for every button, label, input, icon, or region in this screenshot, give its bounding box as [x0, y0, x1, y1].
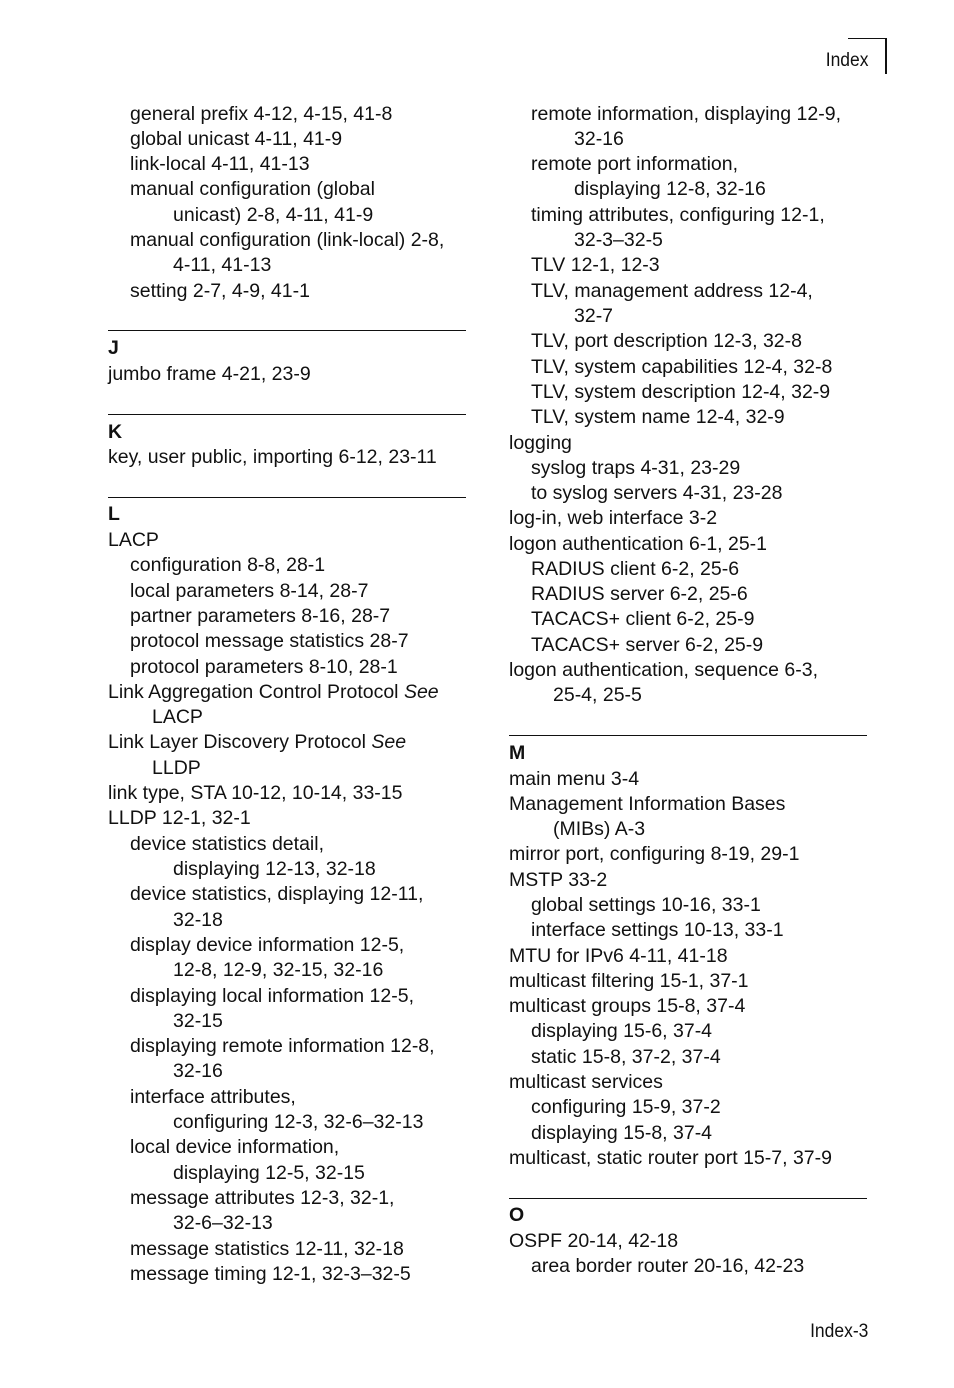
index-entry: TLV, port description 12-3, 32-8 — [531, 330, 802, 352]
index-entry: OSPF 20-14, 42-18 — [509, 1230, 679, 1252]
index-entry: MTU for IPv6 4-11, 41-18 — [509, 945, 728, 967]
section-rule — [108, 497, 466, 498]
index-entry — [108, 680, 439, 705]
index-entry: displaying remote information 12-8, — [130, 1035, 435, 1057]
index-entry: 4-11, 41-13 — [173, 254, 272, 276]
entry-text: Link Aggregation Control Protocol — [108, 681, 404, 703]
index-entry: multicast, static router port 15-7, 37-9 — [509, 1147, 832, 1169]
index-entry: displaying 12-8, 32-16 — [574, 178, 766, 200]
index-entry: displaying 15-6, 37-4 — [531, 1020, 713, 1042]
index-entry: TACACS+ server 6-2, 25-9 — [531, 634, 764, 656]
index-entry: interface attributes, — [130, 1086, 296, 1108]
index-entry: static 15-8, 37-2, 37-4 — [531, 1046, 721, 1068]
index-entry: protocol message statistics 28-7 — [130, 630, 409, 652]
index-entry: manual configuration (global — [130, 178, 375, 200]
page-number: Index-3 — [809, 1321, 868, 1342]
header-vertical-rule — [885, 38, 887, 74]
index-entry: 32-6–32-13 — [173, 1212, 273, 1234]
index-entry: logon authentication, sequence 6-3, — [509, 659, 818, 681]
index-entry: setting 2-7, 4-9, 41-1 — [130, 280, 310, 302]
index-entry: configuring 12-3, 32-6–32-13 — [173, 1111, 424, 1133]
see-reference: See — [371, 731, 407, 753]
index-entry: Management Information Bases — [509, 793, 786, 815]
index-entry: RADIUS client 6-2, 25-6 — [531, 558, 740, 580]
section-letter: K — [108, 421, 123, 443]
index-entry: global settings 10-16, 33-1 — [531, 894, 761, 916]
index-entry: 25-4, 25-5 — [553, 684, 642, 706]
header-horizontal-rule — [848, 38, 887, 39]
entry-text: Link Layer Discovery Protocol — [108, 731, 372, 753]
index-entry: partner parameters 8-16, 28-7 — [130, 605, 391, 627]
index-entry: general prefix 4-12, 4-15, 41-8 — [130, 103, 393, 125]
section-rule — [509, 735, 867, 736]
index-entry: local device information, — [130, 1136, 340, 1158]
index-entry: LLDP 12-1, 32-1 — [108, 807, 251, 829]
see-reference: See — [403, 681, 439, 703]
index-entry: 32-18 — [173, 909, 223, 931]
index-entry: display device information 12-5, — [130, 934, 405, 956]
index-entry: device statistics, displaying 12-11, — [130, 883, 424, 905]
index-entry: global unicast 4-11, 41-9 — [130, 128, 343, 150]
index-entry: to syslog servers 4-31, 23-28 — [531, 482, 783, 504]
index-entry: displaying 12-5, 32-15 — [173, 1162, 365, 1184]
index-entry: TLV, system capabilities 12-4, 32-8 — [531, 356, 833, 378]
index-entry: main menu 3-4 — [509, 768, 640, 790]
index-entry: displaying 12-13, 32-18 — [173, 858, 376, 880]
index-entry: TLV, system name 12-4, 32-9 — [531, 406, 785, 428]
index-entry: RADIUS server 6-2, 25-6 — [531, 583, 748, 605]
section-letter: L — [108, 503, 120, 525]
section-letter: J — [108, 337, 119, 359]
index-entry: 12-8, 12-9, 32-15, 32-16 — [173, 959, 384, 981]
index-entry: device statistics detail, — [130, 833, 325, 855]
index-entry: LACP — [108, 529, 159, 551]
section-rule — [108, 414, 466, 415]
section-letter: O — [509, 1204, 525, 1226]
index-entry: 32-16 — [173, 1060, 223, 1082]
index-entry: TLV 12-1, 12-3 — [531, 254, 660, 276]
index-entry: timing attributes, configuring 12-1, — [531, 204, 825, 226]
index-entry: displaying local information 12-5, — [130, 985, 414, 1007]
index-entry: 32-7 — [574, 305, 614, 327]
index-entry: TLV, management address 12-4, — [531, 280, 813, 302]
index-entry: manual configuration (link-local) 2-8, — [130, 229, 445, 251]
index-entry: unicast) 2-8, 4-11, 41-9 — [173, 204, 374, 226]
section-rule — [509, 1198, 867, 1199]
index-entry: LACP — [152, 706, 203, 728]
index-entry: configuring 15-9, 37-2 — [531, 1096, 721, 1118]
section-letter: M — [509, 742, 526, 764]
index-entry: message statistics 12-11, 32-18 — [130, 1238, 404, 1260]
section-rule — [108, 330, 466, 331]
index-entry: TLV, system description 12-4, 32-9 — [531, 381, 831, 403]
index-entry: local parameters 8-14, 28-7 — [130, 580, 369, 602]
index-entry: message timing 12-1, 32-3–32-5 — [130, 1263, 411, 1285]
index-entry: message attributes 12-3, 32-1, — [130, 1187, 395, 1209]
index-entry: multicast filtering 15-1, 37-1 — [509, 970, 749, 992]
index-entry: link-local 4-11, 41-13 — [130, 153, 310, 175]
index-entry: mirror port, configuring 8-19, 29-1 — [509, 843, 800, 865]
running-header: Index — [825, 50, 868, 71]
index-entry: remote port information, — [531, 153, 739, 175]
index-entry: 32-3–32-5 — [574, 229, 663, 251]
index-entry: protocol parameters 8-10, 28-1 — [130, 656, 398, 678]
index-entry: displaying 15-8, 37-4 — [531, 1122, 713, 1144]
index-entry: logon authentication 6-1, 25-1 — [509, 533, 768, 555]
index-entry: configuration 8-8, 28-1 — [130, 554, 326, 576]
index-entry: LLDP — [152, 757, 201, 779]
index-entry: interface settings 10-13, 33-1 — [531, 919, 784, 941]
index-entry: area border router 20-16, 42-23 — [531, 1255, 805, 1277]
index-entry: multicast services — [509, 1071, 663, 1093]
index-entry: key, user public, importing 6-12, 23-11 — [108, 446, 437, 468]
index-entry — [108, 730, 406, 755]
index-entry: link type, STA 10-12, 10-14, 33-15 — [108, 782, 403, 804]
index-entry: syslog traps 4-31, 23-29 — [531, 457, 741, 479]
index-entry: MSTP 33-2 — [509, 869, 608, 891]
index-entry: logging — [509, 432, 572, 454]
index-entry: 32-16 — [574, 128, 624, 150]
index-entry: TACACS+ client 6-2, 25-9 — [531, 608, 755, 630]
index-entry: remote information, displaying 12-9, — [531, 103, 841, 125]
index-entry: 32-15 — [173, 1010, 223, 1032]
index-entry: jumbo frame 4-21, 23-9 — [108, 363, 311, 385]
index-entry: log-in, web interface 3-2 — [509, 507, 718, 529]
index-entry: multicast groups 15-8, 37-4 — [509, 995, 746, 1017]
index-entry: (MIBs) A-3 — [553, 818, 646, 840]
